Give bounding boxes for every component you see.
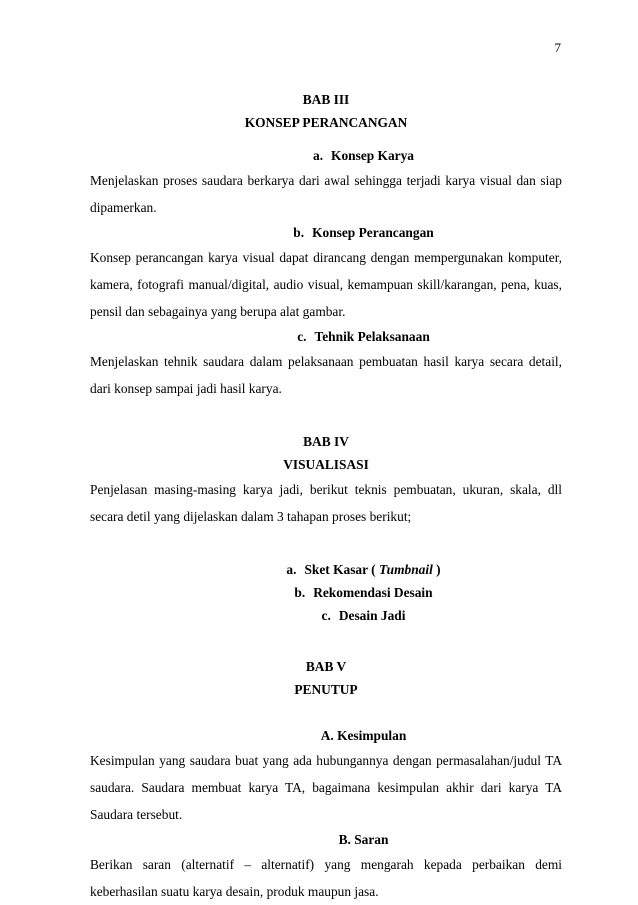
step-letter: b. [294, 585, 306, 600]
bab3-section-a-text: Menjelaskan proses saudara berkarya dari awal sehingga terjadi karya visual dan siap dipamerkan. [90, 173, 562, 215]
step-title: Desain Jadi [338, 608, 406, 623]
bab3-title: KONSEP PERANCANGAN [244, 115, 408, 130]
section-title: Tehnik Pelaksanaan [314, 329, 430, 344]
section-letter: b. [293, 225, 305, 240]
bab4-chapter: BAB IV [303, 434, 349, 449]
step-title-before: Sket Kasar ( [304, 562, 379, 577]
bab5-chapter: BAB V [305, 659, 347, 674]
bab4-step-c [90, 604, 562, 627]
section-title: Konsep Karya [331, 148, 414, 163]
bab3-section-b-heading [90, 221, 562, 244]
bab5-saran-text: Berikan saran (alternatif – alternatif) yang mengarah kepada perbaikan demi keberhasilan suatu karya desain, produk maupun jasa. [90, 857, 562, 899]
step-letter: a. [286, 562, 297, 577]
document-body [90, 88, 562, 905]
bab4-step-a [90, 558, 562, 581]
bab3-section-a-heading [90, 144, 562, 167]
bab4-title: VISUALISASI [283, 457, 369, 472]
bab4-text: Penjelasan masing-masing karya jadi, berikut teknis pembuatan, ukuran, skala, dll secara detil yang dijelaskan dalam 3 tahapan proses berikut; [90, 482, 562, 524]
bab3-section-c-text: Menjelaskan tehnik saudara dalam pelaksanaan pembuatan hasil karya secara detail, dari konsep sampai jadi hasil karya. [90, 354, 562, 396]
step-letter: c. [321, 608, 331, 623]
step-title-italic: Tumbnail [378, 562, 433, 577]
bab3-section-c-heading [90, 325, 562, 348]
section-letter: c. [297, 329, 307, 344]
bab5-title: PENUTUP [294, 682, 358, 697]
bab4-step-b [90, 581, 562, 604]
page-number: 7 [554, 40, 561, 55]
bab5-kesimpulan-text: Kesimpulan yang saudara buat yang ada hubungannya dengan permasalahan/judul TA saudara. Saudara membuat karya TA, bagaimana kesimpulan akhir dari karya TA Saudara tersebut. [90, 753, 562, 822]
bab3-section-b-text: Konsep perancangan karya visual dapat dirancang dengan mempergunakan komputer, kamera, fotografi manual/digital, audio visual, kemampuan skill/karangan, pena, kuas, pensil dan sebagainya yang berupa alat gambar. [90, 250, 562, 319]
step-title: Rekomendasi Desain [313, 585, 433, 600]
bab5-saran-heading: B. Saran [338, 832, 389, 847]
bab3-chapter: BAB III [302, 92, 350, 107]
bab5-kesimpulan-heading: A. Kesimpulan [320, 728, 407, 743]
section-letter: a. [313, 148, 324, 163]
step-title-after: ) [432, 562, 441, 577]
section-title: Konsep Perancangan [312, 225, 434, 240]
